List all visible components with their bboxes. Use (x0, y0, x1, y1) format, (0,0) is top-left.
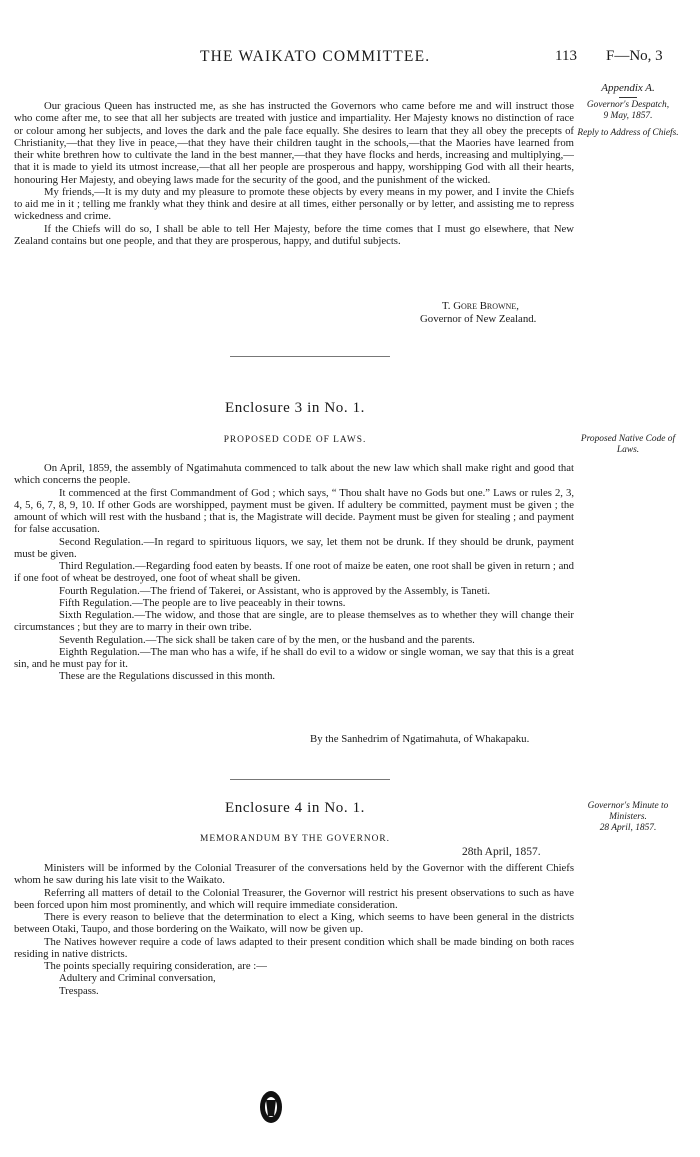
code-paragraph: Sixth Regulation.—The widow, and those that are single, are to please themselves as to whether they will change their circumstances ; but they are to marry in their own tribe. (14, 609, 574, 634)
section-divider (230, 356, 390, 357)
memorandum-date: 28th April, 1857. (462, 846, 541, 858)
minute-title: Governor's Minute to Ministers. (587, 801, 669, 822)
address-paragraph: My friends,—It is my duty and my pleasure to promote these objects by every means in my power, and I invite the Chiefs to aid me in it ; telling me frankly what they think and desire at all times, either personally or by letter, and assisting me to repress wickedness and crime. (14, 185, 574, 223)
memo-paragraph: There is every reason to believe that the determination to elect a King, which seems to have been general in the districts between Otaki, Taupo, and those bordering on the Waikato, will now be given up. (14, 911, 574, 936)
enclosure-4-title: Enclosure 4 in No. 1. (224, 800, 366, 816)
code-note: Proposed Native Code of Laws. (580, 434, 676, 455)
memo-point: Trespass. (59, 984, 99, 997)
code-paragraph: Third Regulation.—Regarding food eaten by beasts. If one root of maize be eaten, one root shall be given in return ; and if one foot of wheat be destroyed, one foot of wheat shall be given. (14, 560, 574, 585)
code-of-laws-body (14, 462, 574, 683)
signature-name: T. Gore Browne, (442, 300, 519, 312)
address-paragraph: If the Chiefs will do so, I shall be able to tell Her Majesty, before the time comes that I must go elsewhere, that New Zealand contains but one people, and that they are prosperous, happy, and dutiful subjects. (14, 222, 574, 247)
despatch-date: 9 May, 1857. (603, 111, 653, 121)
page-number: 113 (555, 48, 577, 64)
memo-paragraph: Ministers will be informed by the Colonial Treasurer of the conversations held by the Governor with the different Chiefs whom he saw during his late visit to the Waikato. (14, 862, 574, 887)
reply-note: Reply to Address of Chiefs. (577, 128, 679, 138)
code-paragraph: These are the Regulations discussed in this month. (59, 670, 276, 683)
signature-title: Governor of New Zealand. (420, 313, 537, 325)
sanhedrim-signature: By the Sanhedrim of Ngatimahuta, of Whakapaku. (310, 733, 530, 745)
code-paragraph: On April, 1859, the assembly of Ngatimahuta commenced to talk about the new law which shall make right and good that which concerns the people. (14, 462, 574, 487)
section-divider (230, 779, 390, 780)
appendix-label: Appendix A. (601, 82, 655, 94)
page-header (0, 48, 700, 68)
enclosure-4-subtitle: MEMORANDUM BY THE GOVERNOR. (199, 834, 391, 844)
margin-note-appendix (572, 83, 684, 139)
code-paragraph: Eighth Regulation.—The man who has a wife, if he shall do evil to a widow or single woman, we say that this is a great sin, and he must pay for it. (14, 645, 574, 670)
enclosure-3-subtitle: PROPOSED CODE OF LAWS. (223, 435, 367, 445)
address-paragraph: Our gracious Queen has instructed me, as she has instructed the Governors who came before me and will instruct those who come after me, to see that all her subjects are treated with justice and impartiality. Her Majesty knows no distinction of race or colour among her subjects, and loves the dark and the pale face equally. She desires to learn that they all obey the precepts of Christianity,—that they live in peace,—that they have their children taught in the schools,—that the Maories have learned from their white brethren how to cultivate the land in the best manner,—that they have flocks and herds, increasing and multiplying,—that it is made to yield its utmost increase,—that all her people are prosperous and happy, worshipping God with all their hearts, honouring Her Majesty, and obeying laws made for the security of the good, and the punishment of the wicked. (14, 100, 574, 186)
code-paragraph: Fourth Regulation.—The friend of Takerei, or Assistant, who is approved by the Assembly, is Taneti. (59, 584, 491, 597)
paper-reference: F—No, 3 (606, 48, 663, 64)
code-paragraph: Seventh Regulation.—The sick shall be taken care of by the men, or the husband and the parents. (59, 633, 475, 646)
memo-paragraph: Referring all matters of detail to the Colonial Treasurer, the Governor will restrict his present observations to such as have been forced upon him most prominently, and which will require immediate consideration. (14, 886, 574, 911)
printers-seal-icon (256, 1088, 286, 1126)
running-title: THE WAIKATO COMMITTEE. (200, 48, 431, 65)
address-signature (420, 300, 536, 326)
memo-paragraph: The Natives however require a code of laws adapted to their present condition which shall be made binding on both races residing in native districts. (14, 935, 574, 960)
despatch-title: Governor's Despatch, (586, 100, 670, 110)
minute-date: 28 April, 1857. (599, 823, 657, 833)
margin-divider (619, 97, 637, 98)
memo-point: Adultery and Criminal conversation, (59, 972, 216, 985)
memo-paragraph: The points specially requiring consideration, are :— (44, 960, 267, 972)
code-paragraph: It commenced at the first Commandment of God ; which says, “ Thou shalt have no Gods but one.” Laws or rules 2, 3, 4, 5, 6, 7, 8, 9, 10. If other Gods are worshipped, payment must be given. If adultery be committed, payment must be given ; the amount of which will rest with the husband ; that is, the Magistrate will decide. Payment must be given for stealing ; and payment for false accusation. (14, 486, 574, 536)
enclosure-3-title: Enclosure 3 in No. 1. (224, 400, 366, 416)
code-paragraph: Second Regulation.—In regard to spirituous liquors, we say, let them not be drunk. If they should be drunk, payment must be given. (14, 535, 574, 560)
address-body (14, 100, 574, 247)
code-paragraph: Fifth Regulation.—The people are to live peaceably in their towns. (59, 596, 346, 609)
memorandum-body (14, 862, 574, 997)
